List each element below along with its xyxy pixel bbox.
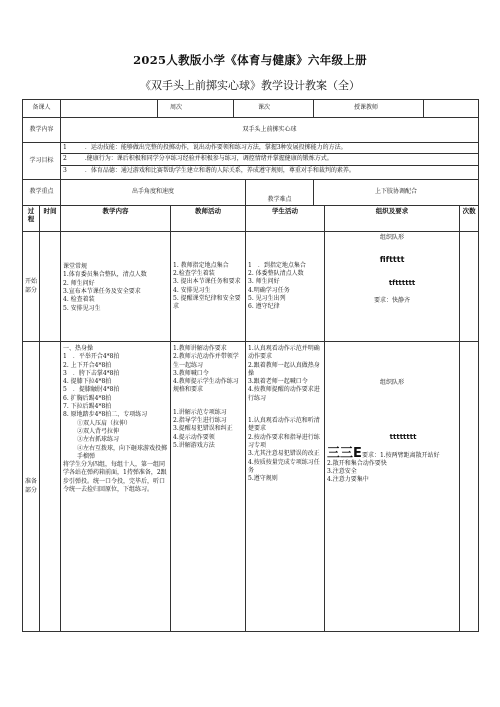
start-organization [325, 232, 460, 342]
objectives-row [23, 143, 479, 180]
col-time: 时间 [40, 206, 61, 232]
prep-org-require: 三三E要求：1.按两臂距离散开站好 [327, 445, 440, 461]
prep-time [40, 342, 61, 632]
prep-student-activity: 1.认真观看动作示范并明确动作要求 2.跟着教师一起认真做热身操 3.跟着老师一起喊口令 4.按教师提醒的动作要求进行练习 1.认真观看动作示范和听清楚要求 2.按动作要求和指导进行练习专项 3.尤其注意易犯错误的改正 4.按质按量完成专项练习任务 5.遵守规则 [246, 342, 325, 632]
prep-formation: tttttttt [389, 433, 417, 442]
objectives-label: 学习目标 [23, 143, 61, 180]
prep-content: 一、热身操 1 ．平举开合4*8拍 2. 上下开合4*8拍 3 ．胯下击掌4*8拍 4. 提膝下拉4*8拍 5 ．提膝触肘4*8拍 6. 扩胸后踢4*8拍 7. 下拉后踢4*8拍 8. 原地踏步4*8拍二、专项练习 ①双人压肩（拉伸） ②双人背弓拉伸 ③左右抓球练习 ④左右互拨球，向下砸球游戏投掷手榴弹 将学生分为四组，每组十人，第一组同学各站在弹药箱前面，1持弹准备，2跟步引弹投。统一口令投，完毕后，听口令统一去捡归回原位，下组练习。 [61, 342, 171, 632]
document-title: 2025人教版小学《体育与健康》六年级上册 [133, 53, 367, 67]
content-label: 教学内容 [23, 118, 61, 143]
instructor-label: 授课教师 [314, 100, 424, 118]
start-teacher-activity: 1. 教师指定地点集合 2.检查学生着装 3. 提出本节课任务和要求 4. 安排见习生 5. 提醒课堂纪律和安全要求 [171, 232, 246, 342]
col-process: 过程 [23, 206, 40, 232]
start-content: 课堂常规 1.体育委员集合整队，清点人数 2. 师生问好 3.宣布本节课任务及安全要求 4. 检查着装 5. 安排见习生 [61, 232, 171, 342]
focus-row [23, 180, 479, 206]
objective-item: 3 ．体育品德：通过游戏和比赛帮助学生建立和谐的人际关系，养成遵守规则，尊重对手和裁判的素养。 [63, 166, 355, 174]
content-value: 双手头上前掷实心球 [61, 118, 479, 143]
start-formation-2: tftttttt [388, 278, 416, 287]
start-time [40, 232, 61, 342]
col-org: 组织及要求 [325, 206, 460, 232]
formation-lines-icon: 三三E [327, 445, 362, 461]
start-label: 开始部分 [23, 232, 40, 342]
info-row [23, 100, 479, 118]
col-teacher: 教师活动 [171, 206, 246, 232]
objectives-list [61, 143, 479, 180]
lesson-label: 课次 [234, 100, 314, 118]
prep-org-require-list: 2.散开和集合动作要快 3.注意安全 4.注意力要集中 [327, 459, 387, 484]
content-row [23, 118, 479, 143]
prep-section-row [23, 342, 479, 632]
objective-item: 1 ．运动技能：能够做出完整的投掷动作，说出动作要领和练习方法，掌握3种发展投掷能力的方法。 [61, 143, 478, 154]
prep-organization [325, 342, 460, 632]
start-student-activity: 1 ．到指定地点集合 2. 体委整队清点人数 3. 师生问好 4.明确学习任务 5. 见习生出列 6. 遵守纪律 [246, 232, 325, 342]
lesson-plan-table [22, 99, 479, 632]
prep-teacher-activity: 1.教师讲解动作要求 2.教师示范动作并带领学生一起练习 3.教师喊口令 4.教师提示学生动作练习规格和要求 1.讲解示范专项练习 2.指导学生进行练习 3.提醒易犯错误和纠正 4.提示动作要领 5.讲解游戏方法 [171, 342, 246, 632]
start-org-require: 要求：快静齐 [374, 296, 411, 304]
key-point-value: 出手角度和速度 [61, 180, 246, 206]
objective-item: 2 .健康行为：课后积极和同学分享练习经验并积极参与练习，调控情绪并掌握健康的锻炼方式。 [61, 154, 478, 165]
difficult-point-label: 教学难点 [246, 180, 314, 206]
col-student: 学生活动 [246, 206, 325, 232]
prep-org-label: 组织队形 [380, 379, 405, 386]
prep-count [460, 342, 479, 632]
document-subtitle: 《双手头上前掷实心球》教学设计教案（全） [140, 79, 360, 92]
col-content: 教学内容 [61, 206, 171, 232]
column-header-row [23, 206, 479, 232]
difficult-point-value: 上下肢协调配合 [314, 180, 479, 206]
start-count [460, 232, 479, 342]
start-formation-1: fiftttt [379, 255, 405, 265]
start-section-row [23, 232, 479, 342]
start-org-label: 组织队形 [380, 234, 405, 241]
teacher-value [61, 100, 158, 118]
teacher-label: 备课人 [23, 100, 61, 118]
prep-label: 准备部分 [23, 342, 40, 632]
week-label: 周次 [158, 100, 234, 118]
key-point-label: 教学重点 [23, 180, 61, 206]
col-count: 次数 [460, 206, 479, 232]
instructor-value [424, 100, 479, 118]
